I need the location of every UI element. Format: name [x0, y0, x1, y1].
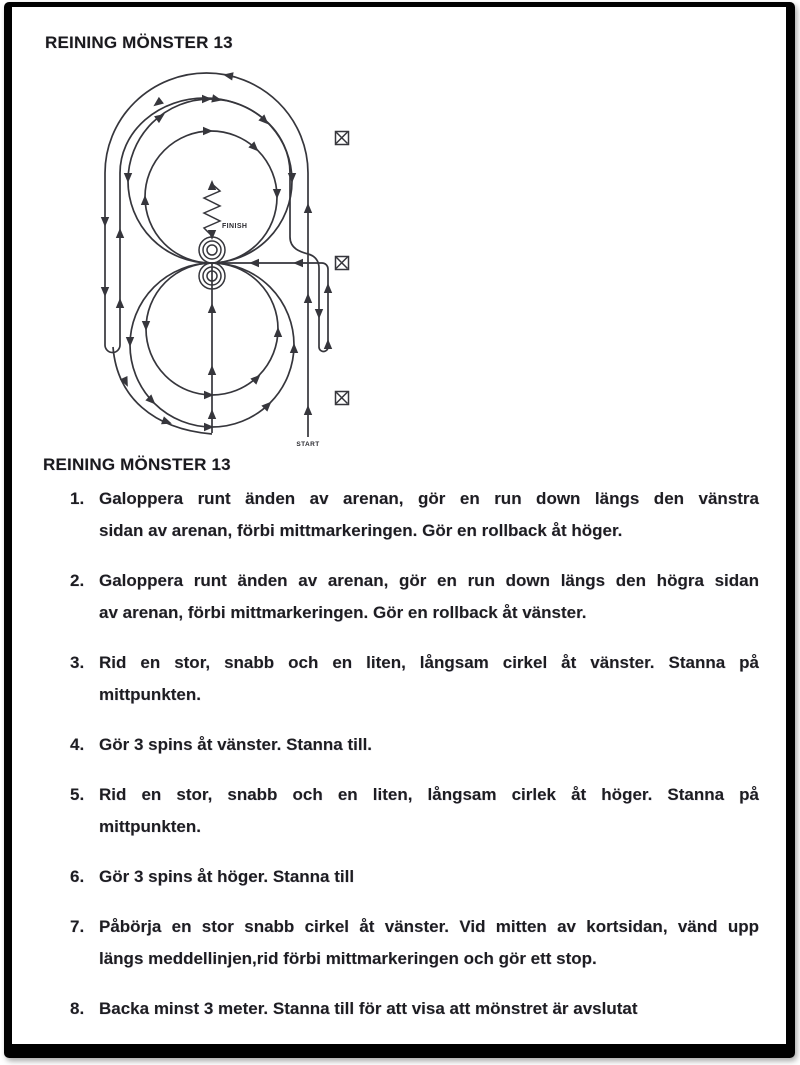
arena-marker-icon: [336, 392, 349, 405]
item-text: Gör 3 spins åt höger. Stanna till: [99, 867, 355, 886]
instruction-list: [70, 483, 759, 1043]
arena-marker-icon: [336, 132, 349, 145]
item-text: Rid en stor, snabb och en liten, långsam cirlek åt höger. Stanna på mittpunkten.: [99, 785, 759, 836]
spins-top: [199, 237, 225, 263]
backup-zigzag: [204, 184, 220, 236]
instruction-item-2: [70, 565, 759, 629]
item-number: 2.: [70, 571, 85, 590]
instruction-item-7: [70, 911, 759, 975]
section-heading: REINING MÖNSTER 13: [43, 455, 231, 474]
instruction-item-4: [70, 729, 759, 761]
item-number: 1.: [70, 489, 85, 508]
start-label: START: [296, 441, 320, 448]
item-text: Galoppera runt änden av arenan, gör en run down längs den högra sidan av arenan, förbi mittmarkeringen. Gör en rollback åt vänster.: [99, 571, 759, 622]
instruction-item-3: [70, 647, 759, 711]
item-number: 8.: [70, 999, 85, 1018]
instruction-item-6: [70, 861, 759, 893]
item-number: 5.: [70, 785, 85, 804]
page-title: REINING MÖNSTER 13: [45, 33, 233, 52]
instruction-item-1: [70, 483, 759, 547]
item-text: Galoppera runt änden av arenan, gör en run down längs den vänstra sidan av arenan, förbi mittmarkeringen. Gör en rollback åt höger.: [99, 489, 759, 540]
item-text: Backa minst 3 meter. Stanna till för att visa att mönstret är avslutat: [99, 999, 638, 1018]
pattern-drawing: [55, 55, 385, 455]
item-number: 6.: [70, 867, 85, 886]
reining-pattern-diagram: [55, 55, 385, 455]
instruction-item-5: [70, 779, 759, 843]
item-text: Påbörja en stor snabb cirkel åt vänster. Vid mitten av kortsidan, vänd upp längs meddellinjen,rid förbi mittmarkeringen och gör ett stop.: [99, 917, 759, 968]
item-text: Gör 3 spins åt vänster. Stanna till.: [99, 735, 373, 754]
item-number: 3.: [70, 653, 85, 672]
arena-marker-icon: [336, 257, 349, 270]
finish-label: FINISH: [222, 223, 248, 230]
item-text: Rid en stor, snabb och en liten, långsam cirkel åt vänster. Stanna på mittpunkten.: [99, 653, 759, 704]
item-number: 7.: [70, 917, 85, 936]
instruction-item-8: [70, 993, 759, 1025]
item-number: 4.: [70, 735, 85, 754]
